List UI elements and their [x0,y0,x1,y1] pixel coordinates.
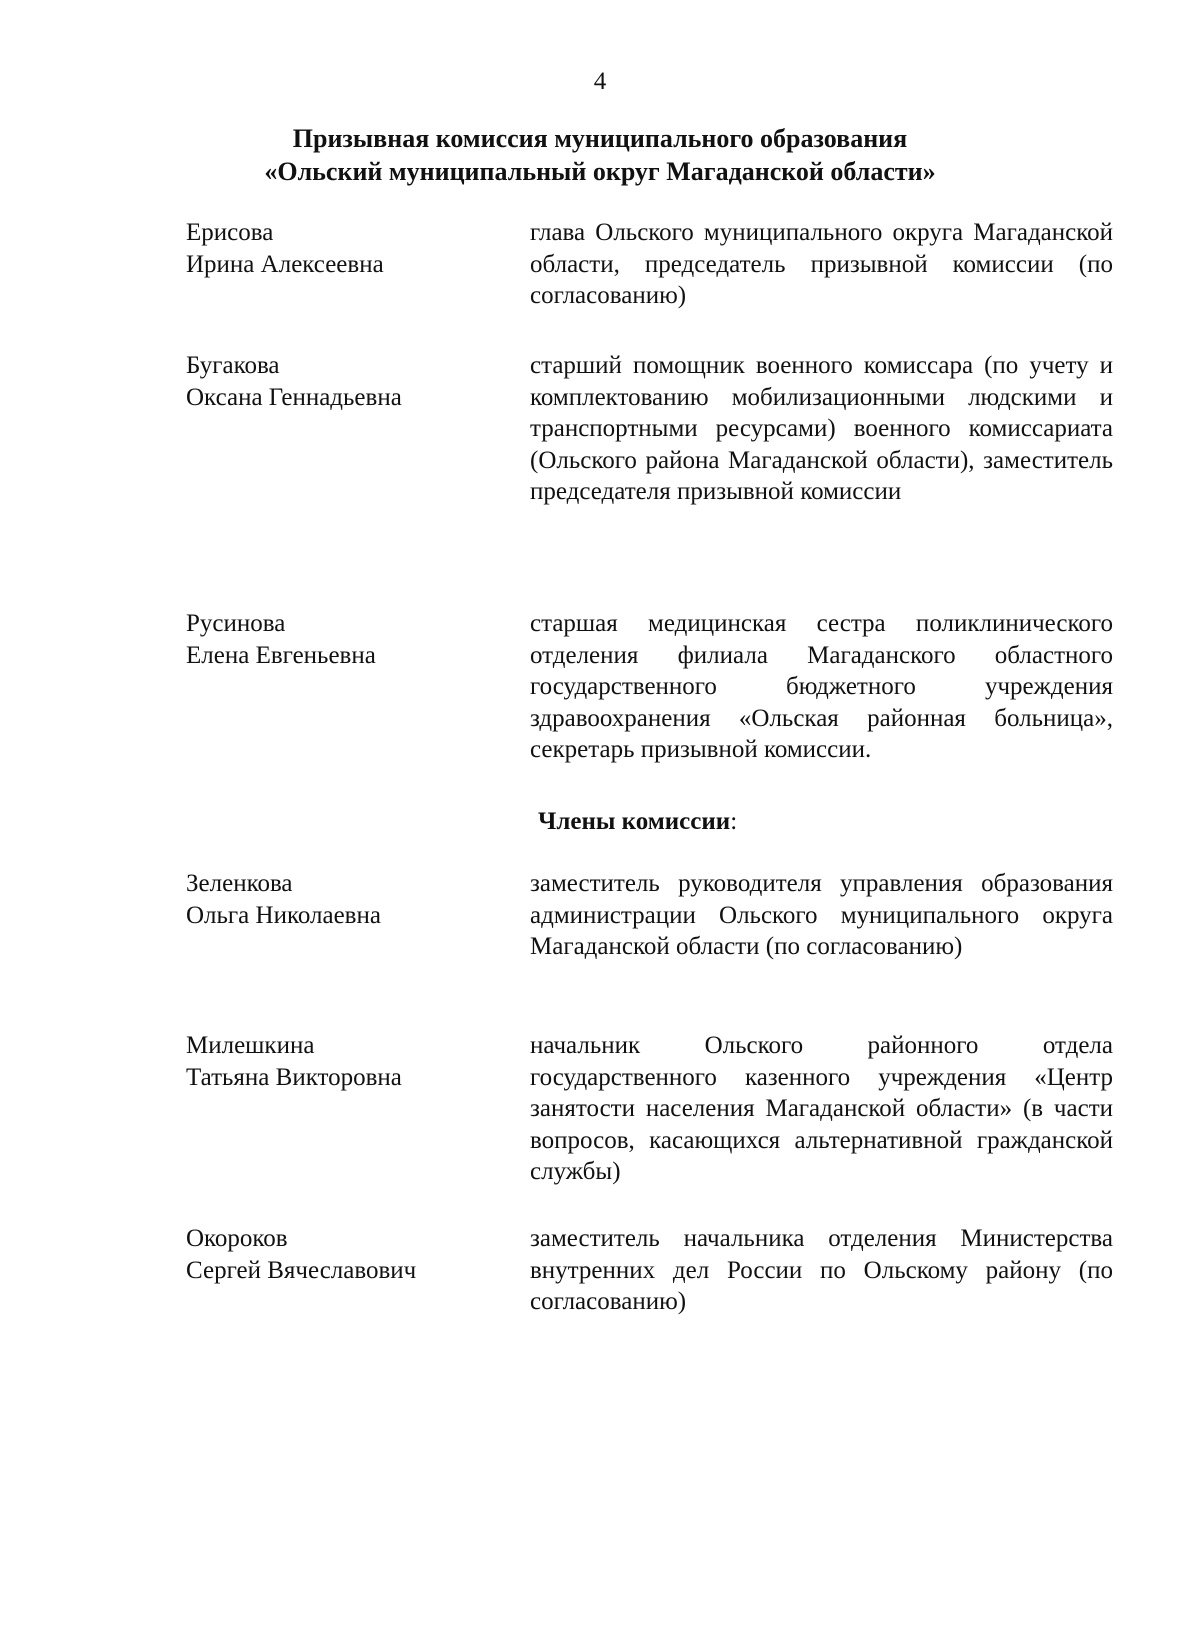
person-name [186,1030,486,1094]
document-title [150,122,1050,188]
person-surname: Зеленкова [186,870,293,897]
person-surname: Бугакова [186,352,280,379]
person-role: заместитель начальника отделения Министерства внутренних дел России по Ольскому району (по согласованию) [530,1225,1113,1316]
person-name [186,1223,486,1287]
person-given-names: Татьяна Викторовна [186,1064,402,1091]
title-line-1: Призывная комиссия муниципального образования [292,124,908,153]
members-heading-text: Члены комиссии [538,808,731,835]
members-heading [538,808,737,836]
person-given-names: Оксана Геннадьевна [186,384,402,411]
person-role: старший помощник военного комиссара (по учету и комплектованию мобилизационными людскими и транспортными ресурсами) военного комиссариата (Ольского района Магаданской области), заместитель председателя призывной комиссии [530,352,1113,506]
person-role: старшая медицинская сестра поликлинического отделения филиала Магаданского областного государственного бюджетного учреждения здравоохранения «Ольская районная больница», секретарь призывной комиссии. [530,610,1113,764]
person-surname: Окороков [186,1225,288,1252]
person-role: заместитель руководителя управления образования администрации Ольского муниципального округа Магаданской области (по согласованию) [530,870,1113,961]
members-heading-colon: : [730,808,738,835]
person-name [186,217,486,281]
person-given-names: Елена Евгеньевна [186,642,376,669]
title-line-2: «Ольский муниципальный округ Магаданской области» [264,157,936,186]
person-surname: Русинова [186,610,286,637]
person-name [186,868,486,932]
person-given-names: Сергей Вячеславович [186,1257,417,1284]
person-surname: Ерисова [186,219,274,246]
person-name [186,350,486,414]
page-number: 4 [593,68,607,95]
person-surname: Милешкина [186,1032,315,1059]
person-name [186,608,486,672]
person-role: начальник Ольского районного отдела государственного казенного учреждения «Центр занятости населения Магаданской области» (в части вопросов, касающихся альтернативной гражданской службы) [530,1032,1113,1186]
person-given-names: Ирина Алексеевна [186,251,384,278]
person-given-names: Ольга Николаевна [186,902,381,929]
person-role: глава Ольского муниципального округа Магаданской области, председатель призывной комиссии (по согласованию) [530,219,1113,310]
